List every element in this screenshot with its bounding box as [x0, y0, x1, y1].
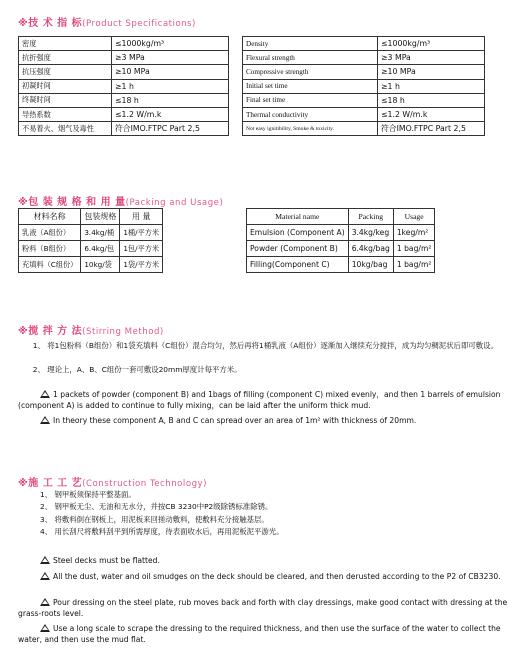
- spec-property-cell: Initial set time: [243, 79, 378, 93]
- packing-table-en: [246, 208, 435, 273]
- spec-value-cell: ≥3 MPa: [112, 51, 229, 65]
- section-title-cn: ※技 术 指 标: [18, 18, 83, 29]
- section-title-packing: [18, 193, 223, 208]
- spec-row: [243, 122, 485, 136]
- table-cell: 1桶/平方米: [120, 225, 163, 241]
- spec-row: [243, 93, 485, 107]
- spec-value-cell: ≥1 h: [378, 79, 485, 93]
- table-row: [247, 225, 435, 241]
- section-title-en: (Product Specifications): [82, 19, 196, 29]
- spec-value-cell: 符合IMO.FTPC Part 2,5: [378, 122, 485, 136]
- table-row: [247, 241, 435, 257]
- spec-property-cell: Not easy ignitibility, Smoke & toxicity.: [243, 122, 378, 136]
- table-cell: 10kg/袋: [81, 257, 120, 273]
- construction-step-cn: 2、 钢甲板无尘、无油和无水分，并按CB 3230中P2级除锈标准除锈。: [40, 502, 273, 512]
- spec-table-en: [242, 36, 485, 136]
- spec-row: [19, 65, 229, 79]
- table-cell: 6.4kg/bag: [348, 241, 393, 257]
- spec-value-cell: ≤1.2 W/m.k: [378, 107, 485, 121]
- table-cell: 充填料（C组份）: [19, 257, 81, 273]
- stirring-step-2-en: [18, 416, 508, 427]
- spec-value-cell: ≤18 h: [112, 93, 229, 107]
- section-title-en: (Packing and Usage): [125, 198, 224, 208]
- construction-step-4-en: [18, 624, 518, 645]
- section-title-construction: [18, 474, 207, 489]
- spec-property-cell: Thermal conductivity: [243, 107, 378, 121]
- spec-row: [19, 51, 229, 65]
- table-cell: 乳液（A组份）: [19, 225, 81, 241]
- spec-property-cell: 抗压强度: [19, 65, 112, 79]
- spec-row: [243, 37, 485, 51]
- table-row: [19, 241, 163, 257]
- column-header: Material name: [247, 209, 349, 225]
- column-header: Packing: [348, 209, 393, 225]
- spec-row: [19, 93, 229, 107]
- spec-row: [243, 65, 485, 79]
- spec-value-cell: ≥1 h: [112, 79, 229, 93]
- spec-property-cell: 终凝时间: [19, 93, 112, 107]
- spec-value-cell: ≤1000kg/m³: [378, 37, 485, 51]
- section-title-en: (Stirring Method): [82, 327, 164, 337]
- column-header: 用 量: [120, 209, 163, 225]
- spec-property-cell: Density: [243, 37, 378, 51]
- spec-row: [243, 107, 485, 121]
- spec-row: [243, 51, 485, 65]
- spec-property-cell: Final set time: [243, 93, 378, 107]
- spec-value-cell: 符合IMO.FTPC Part 2,5: [112, 122, 229, 136]
- triangle-bullet-icon: [40, 598, 50, 606]
- spec-value-cell: ≤18 h: [378, 93, 485, 107]
- table-cell: Emulsion (Component A): [247, 225, 349, 241]
- triangle-bullet-icon: [40, 556, 50, 564]
- construction-step-3-en-text: Pour dressing on the steel plate, rub moves back and forth with clay dressings, make good contact with dressing at the grass-roots level.: [18, 598, 508, 618]
- spec-value-cell: ≤1.2 W/m.k: [112, 107, 229, 121]
- section-title-cn: ※搅 拌 方 法: [18, 326, 83, 337]
- column-header: 包装规格: [81, 209, 120, 225]
- table-cell: 1 bag/m²: [393, 257, 435, 273]
- spec-property-cell: 密度: [19, 37, 112, 51]
- column-header: Usage: [393, 209, 435, 225]
- table-cell: Powder (Component B): [247, 241, 349, 257]
- stirring-step-2-cn: 2、 理论上，A、B、C组份一套可敷设20mm厚度计每平方米。: [32, 365, 242, 374]
- table-row: [247, 257, 435, 273]
- stirring-step-1-cn: 1、 将1包粉料（B组份）和1袋充填料（C组份）混合均匀，然后再将1桶乳液（A组份）逐渐加入继续充分搅拌，成为均匀稠泥状后即可敷设。: [32, 341, 498, 350]
- section-title-specifications: [18, 14, 196, 29]
- construction-step-cn: 1、 钢甲板须保持平整基面。: [40, 490, 136, 499]
- spec-table-cn: [18, 36, 229, 136]
- packing-table-cn: [18, 208, 163, 273]
- spec-row: [19, 37, 229, 51]
- spec-property-cell: 导热系数: [19, 107, 112, 121]
- table-row: [19, 225, 163, 241]
- table-cell: 3.4kg/keg: [348, 225, 393, 241]
- triangle-bullet-icon: [40, 416, 50, 424]
- spec-row: [19, 107, 229, 121]
- spec-value-cell: ≥3 MPa: [378, 51, 485, 65]
- spec-value-cell: ≤1000kg/m³: [112, 37, 229, 51]
- table-cell: 1keg/m²: [393, 225, 435, 241]
- spec-row: [243, 79, 485, 93]
- construction-step-4-en-text: Use a long scale to scrape the dressing to the required thickness, and then use the surface of the water to collect the water, and then use the mud flat.: [18, 624, 501, 644]
- table-cell: 3.4kg/桶: [81, 225, 120, 241]
- spec-value-cell: ≥10 MPa: [378, 65, 485, 79]
- triangle-bullet-icon: [40, 624, 50, 632]
- column-header: 材料名称: [19, 209, 81, 225]
- spec-property-cell: 初凝时间: [19, 79, 112, 93]
- table-cell: 10kg/bag: [348, 257, 393, 273]
- construction-step-cn: 3、 将敷料倒在钢板上，用泥板来回搓动敷料，使敷料充分接触基层。: [40, 514, 269, 524]
- spec-row: [19, 122, 229, 136]
- spec-row: [19, 79, 229, 93]
- spec-property-cell: 抗折强度: [19, 51, 112, 65]
- construction-step-cn: 4、 用长刮尺将敷料刮平到所需厚度，待表面收水后，再用泥板泥平游光。: [40, 527, 284, 537]
- table-cell: 粉料（B组份）: [19, 241, 81, 257]
- section-title-cn: ※包 装 规 格 和 用 量: [18, 197, 126, 208]
- triangle-bullet-icon: [40, 390, 50, 398]
- spec-property-cell: 不易着火、烟气及毒性: [19, 122, 112, 136]
- construction-step-3-en: [18, 598, 518, 619]
- spec-property-cell: Compressive strength: [243, 65, 378, 79]
- construction-step-2-en-text: All the dust, water and oil smudges on the deck should be cleared, and then derusted according to the P2 of CB3230.: [53, 572, 501, 581]
- construction-step-1-en: [18, 556, 508, 567]
- table-cell: 1 bag/m²: [393, 241, 435, 257]
- section-title-en: (Construction Technology): [82, 479, 207, 489]
- spec-property-cell: Flexural strength: [243, 51, 378, 65]
- section-title-cn: ※施 工 工 艺: [18, 478, 83, 489]
- table-cell: Filling(Component C): [247, 257, 349, 273]
- table-cell: 1包/平方米: [120, 241, 163, 257]
- construction-step-1-en-text: Steel decks must be flatted.: [53, 556, 160, 565]
- construction-steps-cn: [40, 489, 500, 539]
- spec-value-cell: ≥10 MPa: [112, 65, 229, 79]
- triangle-bullet-icon: [40, 572, 50, 580]
- stirring-step-2-en-text: In theory these component A, B and C can spread over an area of 1m² with thickness of 20mm.: [53, 416, 417, 425]
- table-cell: 6.4kg/包: [81, 241, 120, 257]
- table-cell: 1袋/平方米: [120, 257, 163, 273]
- stirring-step-1-en-text: 1 packets of powder (component B) and 1bags of filling (component C) mixed evenly，and then 1 barrels of emulsion (component A) is added to continue to fully mixing，can be laid after the uniform thick mud.: [18, 390, 501, 410]
- stirring-step-1-en: [18, 390, 508, 411]
- section-title-stirring: [18, 322, 164, 337]
- construction-step-2-en: [18, 572, 518, 583]
- table-header-row: [19, 209, 163, 225]
- table-row: [19, 257, 163, 273]
- table-header-row: [247, 209, 435, 225]
